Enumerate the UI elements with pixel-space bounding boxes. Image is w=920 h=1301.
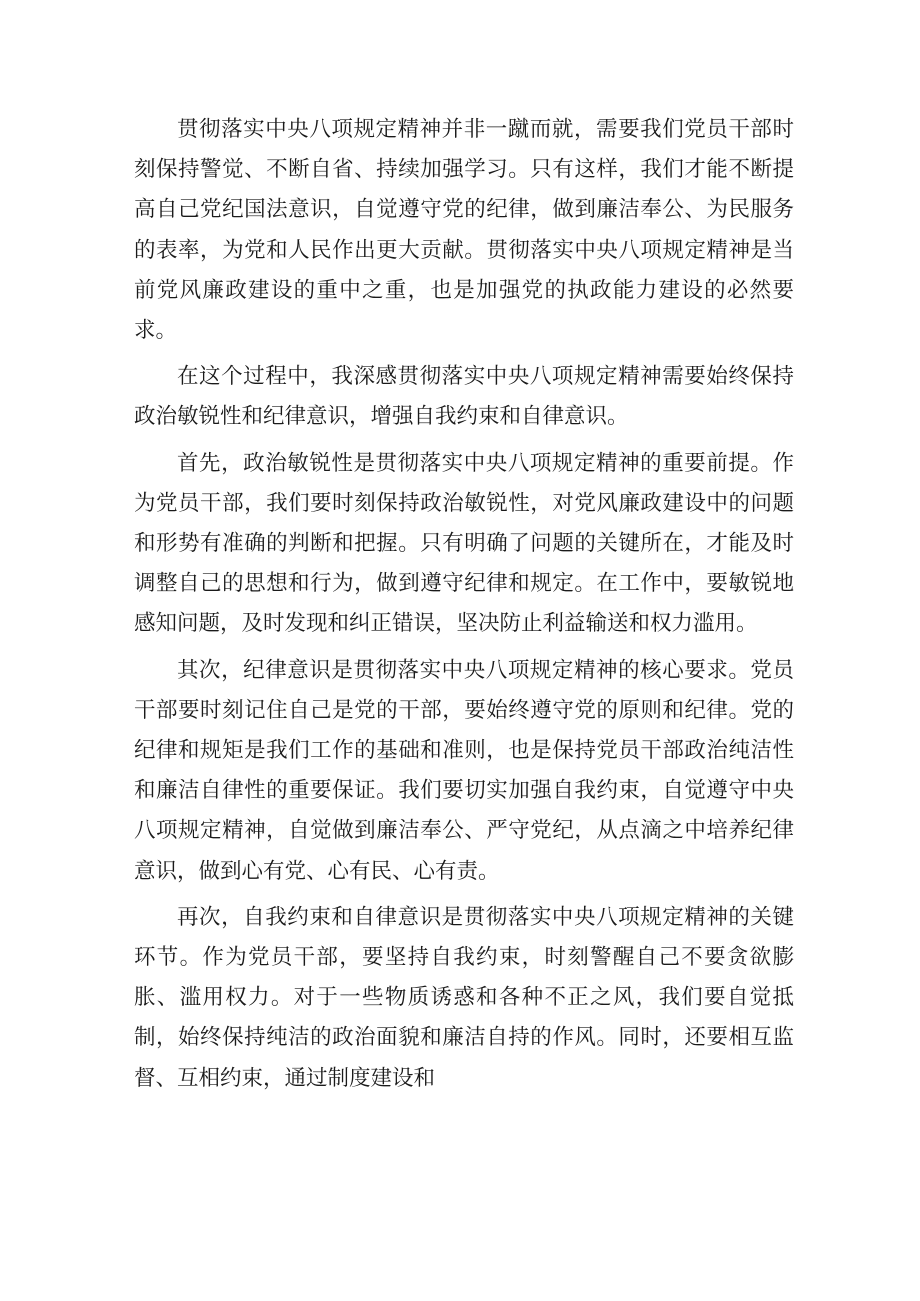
document-body xyxy=(134,110,794,1105)
paragraph-3: 首先，政治敏锐性是贯彻落实中央八项规定精神的重要前提。作为党员干部，我们要时刻保持政治敏锐性，对党风廉政建设中的问题和形势有准确的判断和把握。只有明确了问题的关键所在，才能及时调整自己的思想和行为，做到遵守纪律和规定。在工作中，要敏锐地感知问题，及时发现和纠正错误，坚决防止利益输送和权力滥用。 xyxy=(134,450,794,637)
paragraph-4: 其次，纪律意识是贯彻落实中央八项规定精神的核心要求。党员干部要时刻记住自己是党的干部，要始终遵守党的原则和纪律。党的纪律和规矩是我们工作的基础和准则，也是保持党员干部政治纯洁性和廉洁自律性的重要保证。我们要切实加强自我约束，自觉遵守中央八项规定精神，自觉做到廉洁奉公、严守党纪，从点滴之中培养纪律意识，做到心有党、心有民、心有责。 xyxy=(134,657,794,884)
paragraph-1: 贯彻落实中央八项规定精神并非一蹴而就，需要我们党员干部时刻保持警觉、不断自省、持续加强学习。只有这样，我们才能不断提高自己党纪国法意识，自觉遵守党的纪律，做到廉洁奉公、为民服务的表率，为党和人民作出更大贡献。贯彻落实中央八项规定精神是当前党风廉政建设的重中之重，也是加强党的执政能力建设的必然要求。 xyxy=(134,117,794,344)
paragraph-2: 在这个过程中，我深感贯彻落实中央八项规定精神需要始终保持政治敏锐性和纪律意识，增强自我约束和自律意识。 xyxy=(134,364,794,430)
paragraph-5: 再次，自我约束和自律意识是贯彻落实中央八项规定精神的关键环节。作为党员干部，要坚持自我约束，时刻警醒自己不要贪欲膨胀、滥用权力。对于一些物质诱惑和各种不正之风，我们要自觉抵制，始终保持纯洁的政治面貌和廉洁自持的作风。同时，还要相互监督、互相约束，通过制度建设和 xyxy=(134,904,794,1091)
